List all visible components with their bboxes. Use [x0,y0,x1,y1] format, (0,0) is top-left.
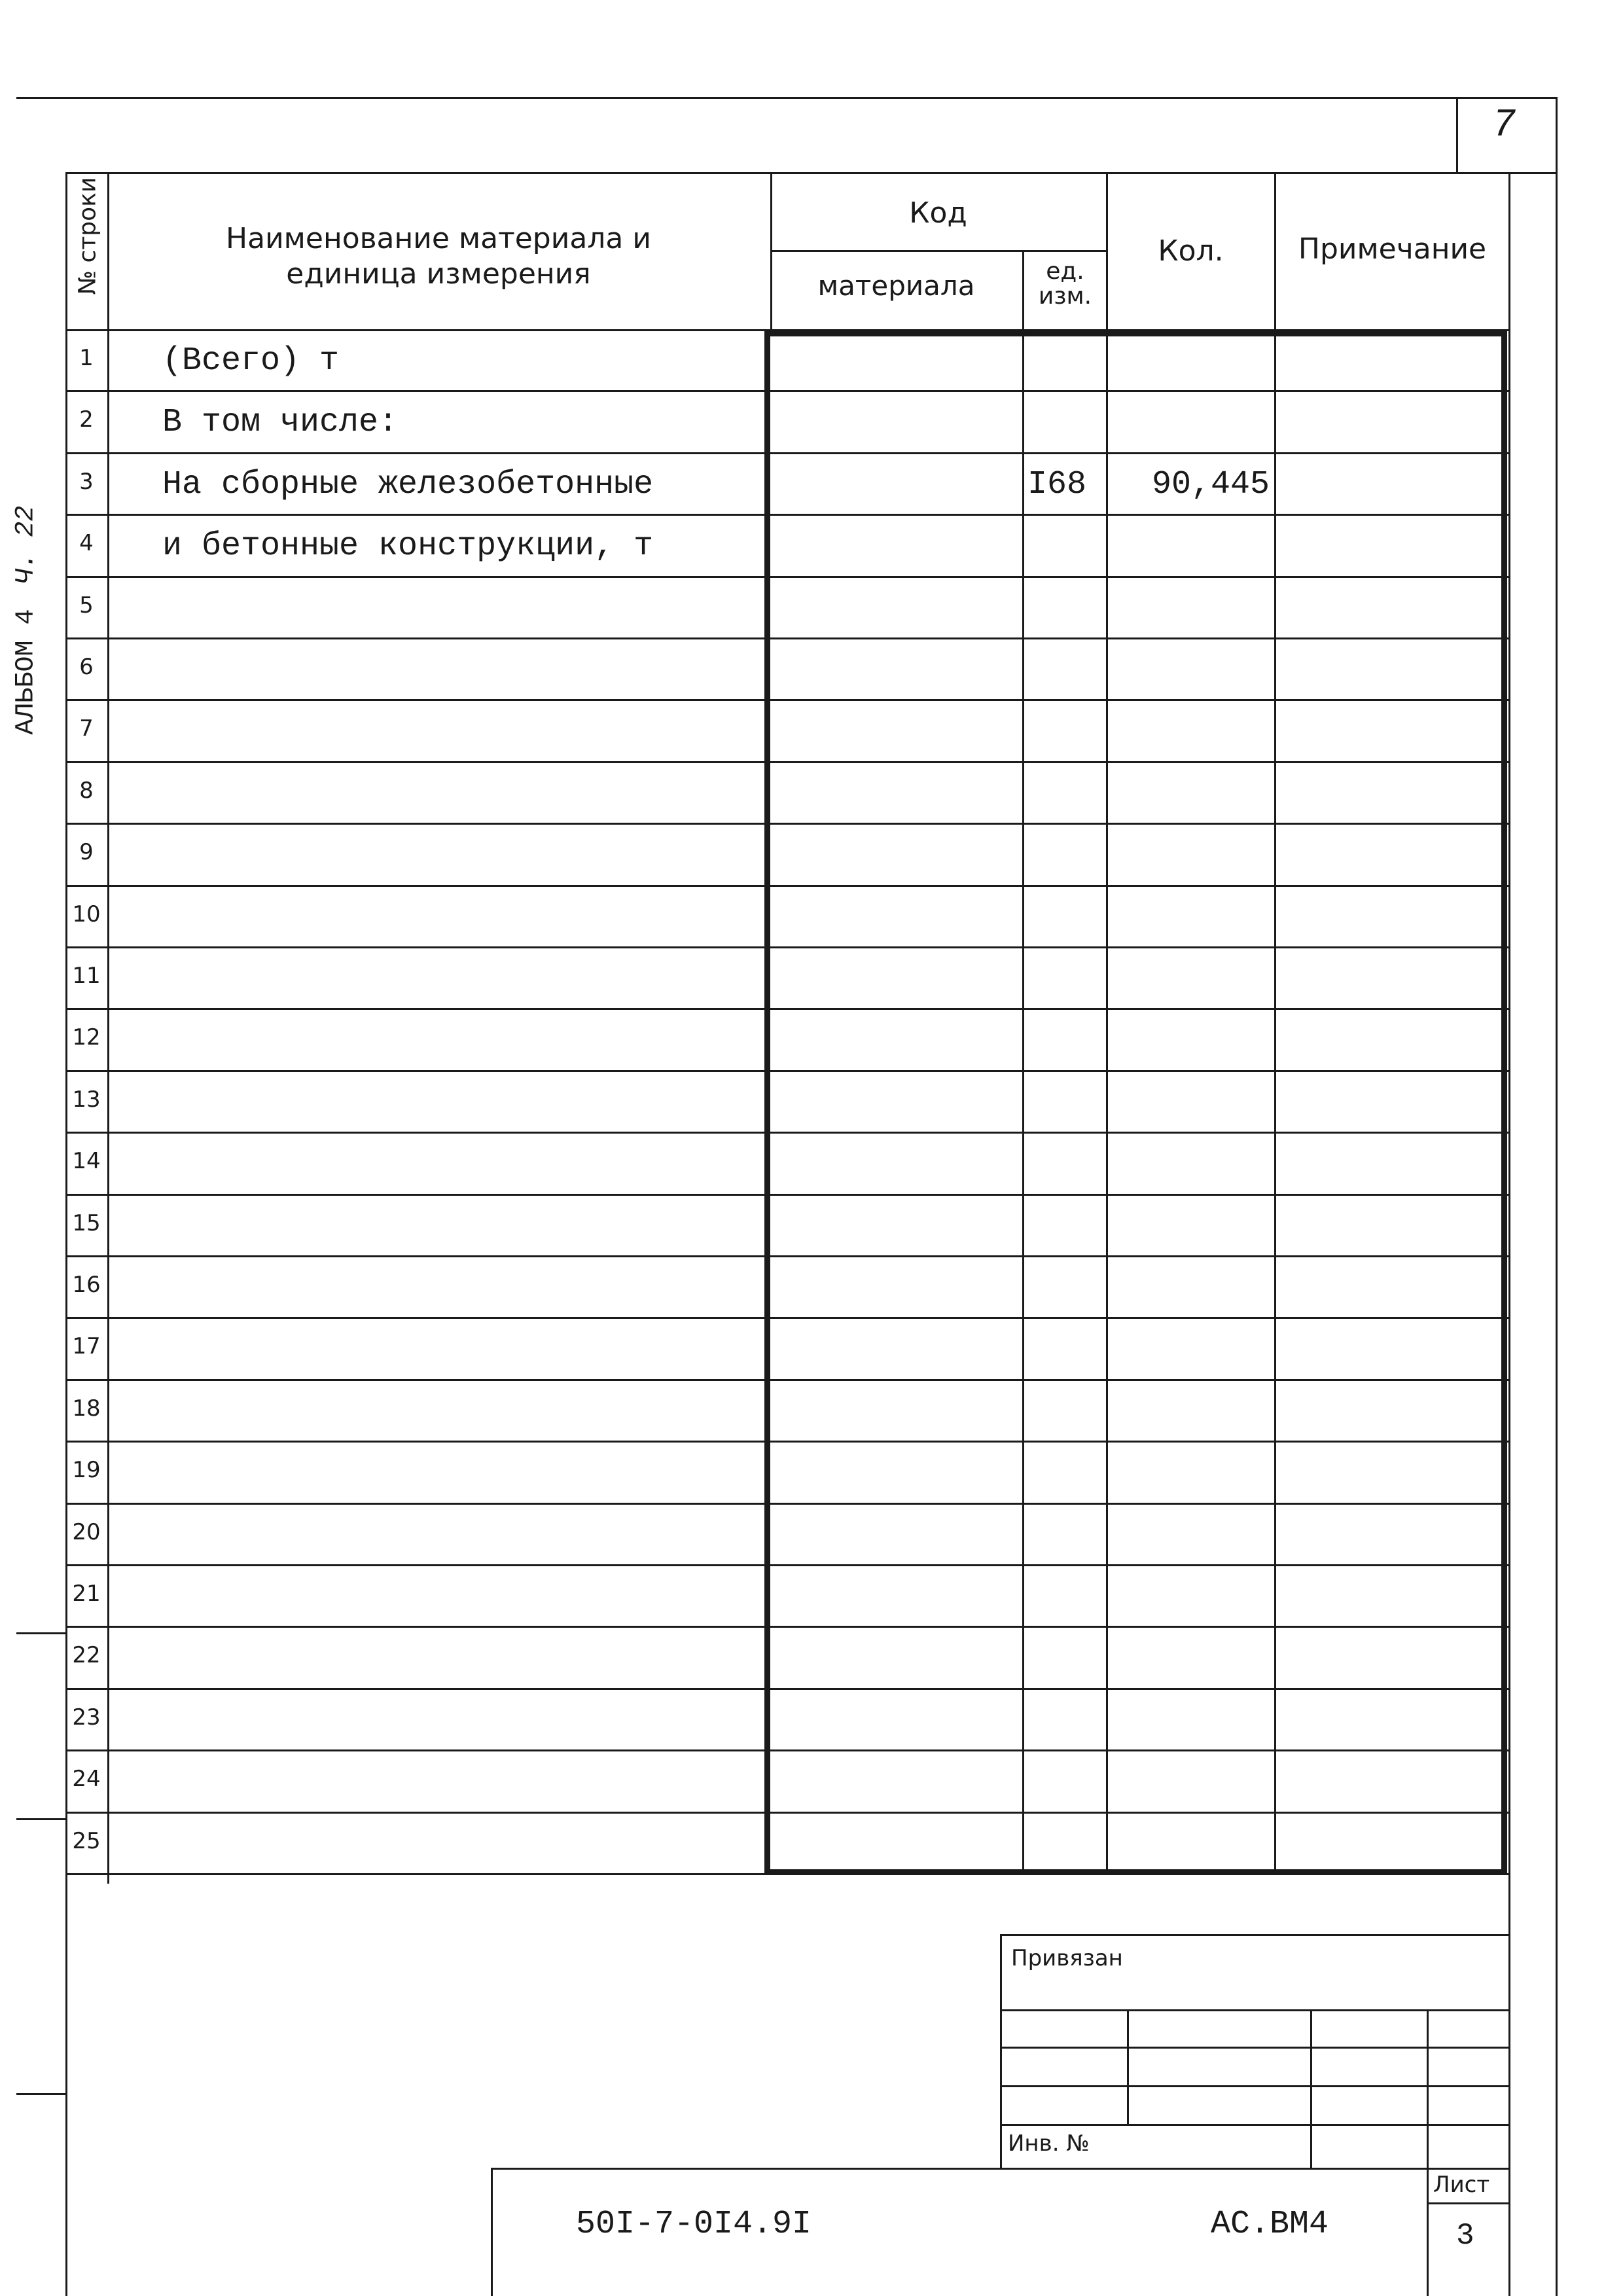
row-number: 25 [72,1828,101,1854]
margin-tick-3 [16,2093,66,2095]
row-rule [65,1749,1508,1751]
header-row-no: № строки [74,177,101,295]
row-rule [65,1873,1508,1875]
row-number: 22 [72,1642,101,1668]
body-col-note-sep [1274,331,1276,1875]
row-number: 6 [79,654,94,680]
row-rule [65,761,1508,763]
stamp-left [1000,1934,1002,2170]
stamp-inv-label: Инв. № [1008,2130,1090,2157]
row-rule [65,1317,1508,1319]
row-number: 14 [72,1148,101,1174]
row-unit-code: I68 [1027,466,1087,503]
header-code-unit: ед. изм. [1038,258,1092,310]
row-number: 3 [79,469,94,495]
row-rule [65,514,1508,516]
row-rule [65,1812,1508,1814]
header-code-material: материала [817,270,975,302]
sheet-mark-box-right [1556,97,1558,2296]
row-material-name: На сборные железобетонные [162,466,654,503]
row-rule [65,1564,1508,1566]
row-number: 20 [72,1519,101,1545]
row-rule [65,637,1508,639]
row-material-name: и бетонные конструкции, т [162,528,654,565]
album-handwritten: Ч. 22 [11,505,41,584]
header-qty: Кол. [1158,234,1224,268]
row-quantity: 90,445 [1151,466,1270,503]
stamp-rule-2 [1000,2047,1510,2049]
row-rule [65,699,1508,701]
row-number: 4 [79,530,94,556]
row-rule [65,1441,1508,1443]
row-rule [65,1070,1508,1072]
row-number: 11 [72,963,101,989]
stamp-top [1000,1934,1510,1936]
row-number: 8 [79,778,94,804]
sheet-number: 3 [1456,2219,1474,2253]
row-number: 12 [72,1024,101,1050]
sheet-label-rule [1427,2202,1510,2204]
row-rule [65,946,1508,948]
margin-tick-1 [16,1632,66,1634]
top-rule [16,97,1558,99]
row-number: 13 [72,1086,101,1113]
row-number: 5 [79,592,94,619]
row-material-name: В том числе: [162,404,399,441]
row-material-name: (Всего) т [162,342,340,380]
frame-right [1508,172,1510,2296]
row-rule [65,452,1508,454]
stamp-rule-1 [1000,2009,1510,2011]
row-number: 17 [72,1333,101,1359]
row-number: 9 [79,839,94,865]
sheet-mark-box-left [1456,97,1458,172]
row-rule [65,1688,1508,1690]
titleblock-top [491,2168,1510,2170]
stamp-col-1 [1127,2009,1129,2124]
titleblock-left [491,2168,493,2296]
row-rule [65,1255,1508,1257]
row-number: 18 [72,1395,101,1422]
stamp-col-2 [1310,2009,1312,2170]
row-number: 23 [72,1704,101,1731]
row-rule [65,1194,1508,1196]
row-rule [65,823,1508,825]
header-note: Примечание [1298,232,1487,266]
row-rule [65,1008,1508,1010]
row-number: 16 [72,1272,101,1298]
row-rule [65,1626,1508,1628]
row-number: 24 [72,1766,101,1792]
row-number: 2 [79,406,94,433]
row-number: 21 [72,1581,101,1607]
frame-top [65,172,1558,174]
stamp-bound-label: Привязан [1011,1945,1123,1971]
row-rule [65,885,1508,887]
row-number: 10 [72,901,101,927]
doc-code: 50I-7-0I4.9I [576,2206,812,2243]
header-code: Код [909,196,967,230]
row-rule [65,1132,1508,1134]
row-rule [65,576,1508,578]
body-col-unit-sep [1022,331,1024,1875]
margin-tick-2 [16,1818,66,1820]
row-rule [65,1503,1508,1505]
code-section-box [764,331,1507,1875]
stamp-rule-4 [1000,2124,1510,2126]
stamp-rule-3 [1000,2085,1510,2087]
row-number: 15 [72,1210,101,1236]
body-col-qty-sep [1106,331,1108,1875]
stamp-col-3 [1427,2009,1429,2296]
sheet-mark: 7 [1492,103,1516,148]
row-rule [65,390,1508,392]
header-name: Наименование материала и единица измерения [226,222,651,291]
row-number: 1 [79,345,94,371]
doc-mark: АС.ВМ4 [1211,2206,1329,2243]
row-number: 19 [72,1457,101,1483]
album-label [11,505,41,735]
album-label-text: АЛЬБОМ 4 [11,609,41,735]
row-rule [65,1379,1508,1381]
code-subheader-rule [770,250,1106,252]
row-number: 7 [79,715,94,742]
sheet-label: Лист [1433,2172,1490,2198]
